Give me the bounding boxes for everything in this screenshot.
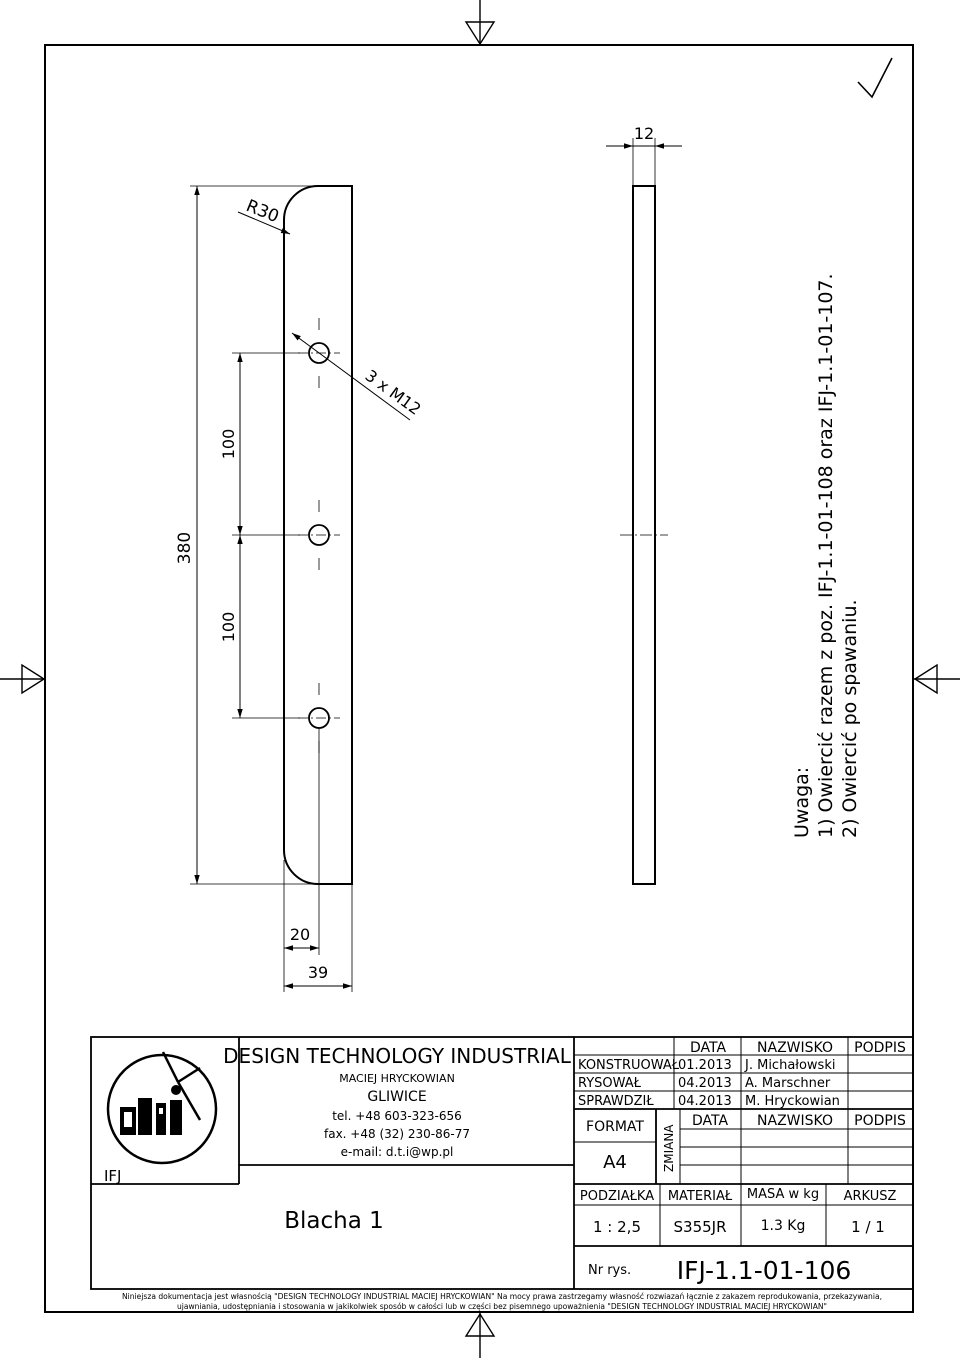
drawing-number-value: IFJ-1.1-01-106 xyxy=(676,1256,852,1285)
company-owner: MACIEJ HRYCKOWIAN xyxy=(339,1072,455,1085)
approval-date: 04.2013 xyxy=(678,1076,732,1091)
dim-hole-offset-label: 20 xyxy=(289,925,311,944)
company-name: DESIGN TECHNOLOGY INDUSTRIAL xyxy=(223,1044,571,1068)
notes-block xyxy=(791,273,861,838)
approval-role: RYSOWAŁ xyxy=(578,1076,641,1091)
changes-label: ZMIANA xyxy=(662,1124,676,1172)
centering-mark-left xyxy=(0,665,45,693)
sheet-label: ARKUSZ xyxy=(843,1189,897,1204)
approval-name: J. Michałowski xyxy=(745,1058,836,1073)
scale-label: PODZIAŁKA xyxy=(579,1189,655,1204)
extension-lines xyxy=(190,186,352,992)
approvals-col-name: NAZWISKO xyxy=(757,1040,833,1056)
mass-value: 1.3 Kg xyxy=(760,1218,806,1234)
edge-view-extension-lines xyxy=(633,138,655,186)
notes-header: Uwaga: xyxy=(791,766,813,838)
company-fax: fax. +48 (32) 230-86-77 xyxy=(324,1127,470,1141)
dim-radius-label: R30 xyxy=(243,196,282,228)
dim-thickness-label: 12 xyxy=(633,124,655,143)
notes-line-1: 1) Owiercić razem z poz. IFJ-1.1-01-108 oraz IFJ-1.1-01-107. xyxy=(815,273,837,838)
approvals-col-sign: PODPIS xyxy=(854,1040,906,1056)
approvals-col-date: DATA xyxy=(689,1040,727,1056)
hole-callout-label: 3 x M12 xyxy=(361,365,425,419)
drawing-number-label: Nr rys. xyxy=(588,1263,632,1278)
changes-col-sign: PODPIS xyxy=(854,1113,906,1129)
copyright-line-1: Niniejsza dokumentacja jest własnością "DESIGN TECHNOLOGY INDUSTRIAL MACIEJ HRYCKOWIAN" Na mocy prawa zastrzegamy własność rozwiazań łącznie z zakazem reprodukowania, przekazywania, xyxy=(122,1292,926,1301)
approval-date: 01.2013 xyxy=(678,1058,732,1073)
approval-role: KONSTRUOWAŁ xyxy=(578,1058,680,1073)
company-city: GLIWICE xyxy=(367,1089,427,1105)
hole-middle xyxy=(298,500,340,570)
notes-line-2: 2) Owiercić po spawaniu. xyxy=(839,599,861,838)
format-value: A4 xyxy=(603,1152,627,1173)
company-email: e-mail: d.t.i@wp.pl xyxy=(340,1145,454,1159)
approval-name: M. Hryckowian xyxy=(745,1094,840,1109)
company-code: IFJ xyxy=(104,1167,122,1185)
title-block xyxy=(91,1037,913,1289)
material-label: MATERIAŁ xyxy=(667,1189,733,1204)
approval-date: 04.2013 xyxy=(678,1094,732,1109)
copyright-line-2: ujawniania, udostępniania i stosowania w jakikolwiek sposób w całości lub w części bez pisemnego upoważnienia "DESIGN TECHNOLOGY INDUSTRIAL MACIEJ HRYCKOWIAN" xyxy=(177,1302,867,1311)
sheet-value: 1 / 1 xyxy=(851,1218,885,1236)
dim-length-label: 380 xyxy=(175,531,195,565)
mass-label: MASA w kg xyxy=(746,1187,820,1202)
dim-spacing-2-label: 100 xyxy=(219,611,238,643)
centering-mark-right xyxy=(913,665,960,693)
centering-mark-bottom xyxy=(466,1312,494,1358)
material-value: S355JR xyxy=(673,1218,727,1236)
surface-finish-symbol xyxy=(858,58,892,97)
changes-col-name: NAZWISKO xyxy=(757,1113,833,1129)
centering-mark-top xyxy=(466,0,494,45)
dim-width-label: 39 xyxy=(307,963,329,982)
part-name: Blacha 1 xyxy=(284,1208,384,1234)
company-logo xyxy=(108,1052,216,1163)
scale-value: 1 : 2,5 xyxy=(593,1218,641,1236)
company-tel: tel. +48 603-323-656 xyxy=(332,1109,462,1123)
approval-role: SPRAWDZIŁ xyxy=(578,1094,654,1109)
changes-col-date: DATA xyxy=(691,1113,729,1129)
approval-name: A. Marschner xyxy=(745,1076,831,1091)
dim-spacing-1-label: 100 xyxy=(219,428,238,460)
format-label: FORMAT xyxy=(586,1119,644,1135)
